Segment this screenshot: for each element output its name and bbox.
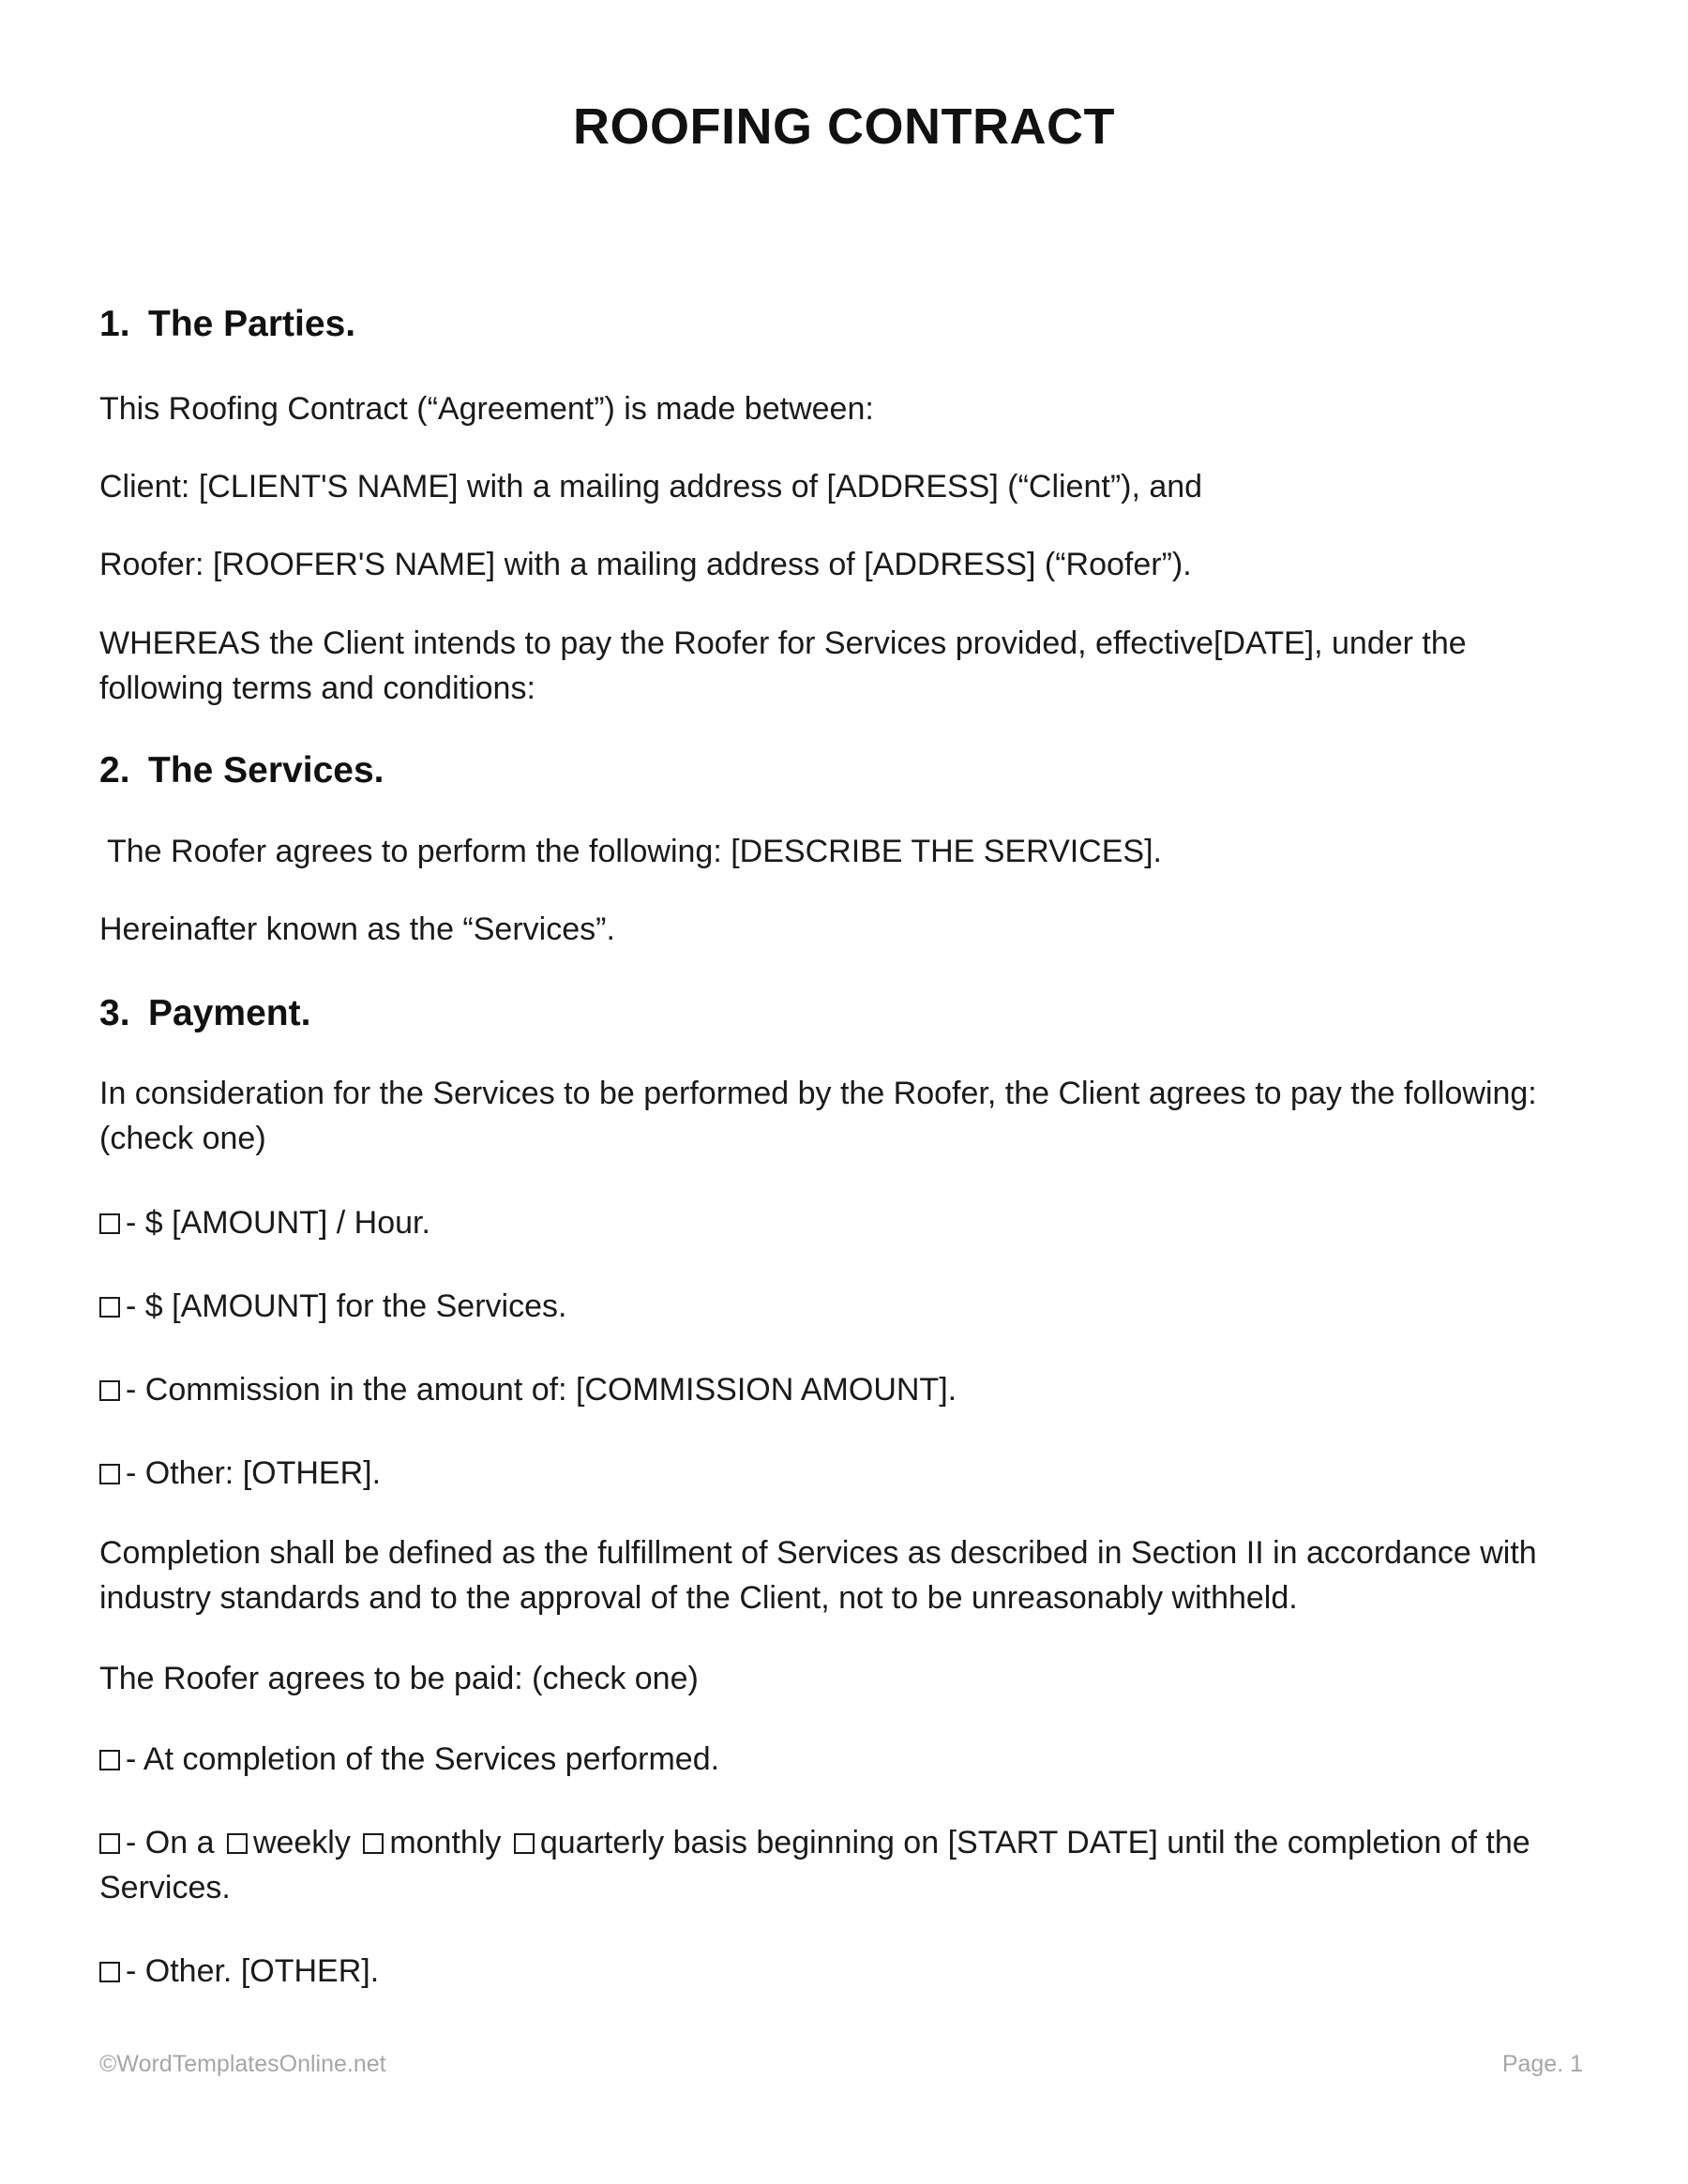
payment-option-other bbox=[99, 1451, 1572, 1496]
paid-intro: The Roofer agrees to be paid: (check one) bbox=[99, 1661, 699, 1696]
checkbox-monthly[interactable] bbox=[363, 1833, 384, 1854]
section-3-heading bbox=[99, 991, 1572, 1036]
checkbox-paid-completion[interactable] bbox=[99, 1750, 120, 1770]
document-title: ROOFING CONTRACT bbox=[573, 98, 1115, 155]
paid-option-completion bbox=[99, 1737, 1572, 1782]
footer-copyright: ©WordTemplatesOnline.net bbox=[99, 2051, 386, 2077]
weekly-label: weekly bbox=[252, 1825, 351, 1860]
client-line: Client: [CLIENT'S NAME] with a mailing address of [ADDRESS] (“Client”), and bbox=[99, 469, 1203, 505]
paid-option-periodic-prefix: - On a bbox=[126, 1825, 215, 1860]
section-1-number: 1. bbox=[99, 304, 130, 344]
payment-option-commission-label: - Commission in the amount of: [COMMISSION AMOUNT]. bbox=[126, 1372, 957, 1408]
payment-option-commission bbox=[99, 1367, 1572, 1412]
section-3-title: Payment. bbox=[148, 993, 311, 1033]
section-3-number: 3. bbox=[99, 993, 130, 1033]
roofer-line: Roofer: [ROOFER'S NAME] with a mailing address of [ADDRESS] (“Roofer”). bbox=[99, 547, 1192, 582]
monthly-label: monthly bbox=[389, 1825, 502, 1860]
payment-consideration: In consideration for the Services to be performed by the Roofer, the Client agrees to pay the following: (check one) bbox=[99, 1076, 1537, 1156]
whereas-paragraph: WHEREAS the Client intends to pay the Roofer for Services provided, effective[DATE], under the following terms and conditions: bbox=[99, 625, 1467, 706]
footer-page-number: Page. 1 bbox=[1501, 2051, 1583, 2077]
checkbox-paid-other[interactable] bbox=[99, 1962, 120, 1982]
checkbox-commission[interactable] bbox=[99, 1380, 120, 1401]
checkbox-paid-periodic[interactable] bbox=[99, 1833, 120, 1854]
section-1-heading bbox=[99, 302, 1572, 347]
checkbox-other[interactable] bbox=[99, 1464, 120, 1484]
payment-option-hourly bbox=[99, 1200, 1572, 1245]
section-2-number: 2. bbox=[99, 750, 130, 791]
payment-option-fixed-label: - $ [AMOUNT] for the Services. bbox=[126, 1288, 567, 1324]
completion-paragraph: Completion shall be defined as the fulfillment of Services as described in Section II in accordance with industry standards and to the approval of the Client, not to be unreasonably withheld. bbox=[99, 1535, 1537, 1616]
services-definition: Hereinafter known as the “Services”. bbox=[99, 911, 615, 947]
parties-intro: This Roofing Contract (“Agreement”) is made between: bbox=[99, 391, 874, 427]
checkbox-quarterly[interactable] bbox=[514, 1833, 535, 1854]
paid-option-other-label: - Other. [OTHER]. bbox=[126, 1953, 380, 1989]
checkbox-hourly[interactable] bbox=[99, 1213, 120, 1234]
checkbox-fixed[interactable] bbox=[99, 1297, 120, 1318]
payment-option-other-label: - Other: [OTHER]. bbox=[126, 1455, 382, 1491]
paid-option-completion-label: - At completion of the Services performed. bbox=[126, 1741, 720, 1777]
paid-option-periodic bbox=[99, 1820, 1572, 1910]
section-1-title: The Parties. bbox=[148, 304, 356, 344]
services-description: The Roofer agrees to perform the following: [DESCRIBE THE SERVICES]. bbox=[107, 834, 1162, 869]
checkbox-weekly[interactable] bbox=[227, 1833, 248, 1854]
paid-option-other bbox=[99, 1949, 1572, 1994]
section-2-heading bbox=[99, 748, 1572, 793]
payment-option-hourly-label: - $ [AMOUNT] / Hour. bbox=[126, 1205, 430, 1241]
section-2-title: The Services. bbox=[148, 750, 384, 791]
payment-option-fixed bbox=[99, 1284, 1572, 1329]
quarterly-label: quarterly basis beginning on [START DATE] until the completion of the Services. bbox=[99, 1825, 1530, 1905]
